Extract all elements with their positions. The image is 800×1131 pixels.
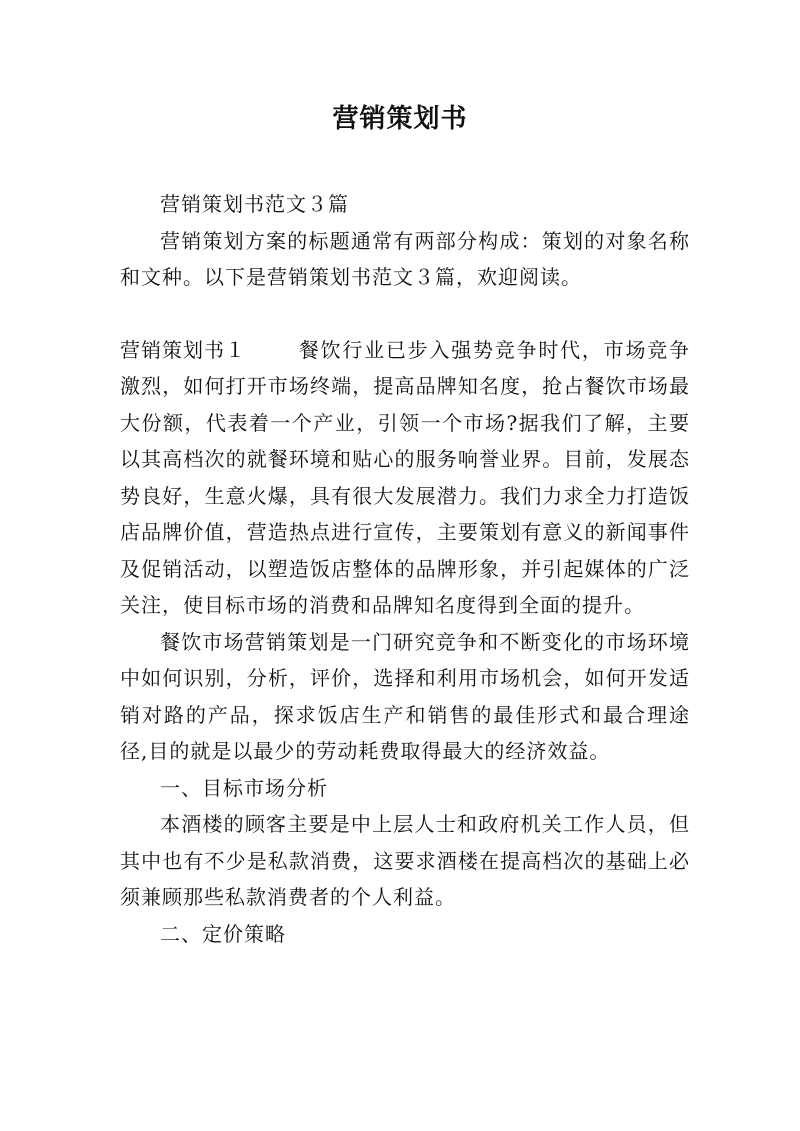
paragraph-3: 本酒楼的顾客主要是中上层人士和政府机关工作人员，但其中也有不少是私款消费，这要求酒楼在提高档次的基础上必须兼顾那些私款消费者的个人利益。 bbox=[120, 812, 690, 909]
intro-paragraph: 营销策划方案的标题通常有两部分构成：策划的对象名称和文种。以下是营销策划书范文３篇，欢迎阅读。 bbox=[120, 228, 690, 289]
section1-paragraph bbox=[120, 332, 690, 624]
section1-label: 营销策划书１ bbox=[120, 337, 246, 362]
paragraph-2: 餐饮市场营销策划是一门研究竞争和不断变化的市场环境中如何识别，分析，评价，选择和利用市场机会，如何开发适销对路的产品，探求饭店生产和销售的最佳形式和最合理途径,目的就是以最少的劳动耗费取得最大的经济效益。 bbox=[120, 629, 690, 763]
heading-target-market: 一、目标市场分析 bbox=[160, 775, 328, 800]
document-body bbox=[120, 186, 690, 952]
section1-text: 餐饮行业已步入强势竞争时代，市场竞争激烈，如何打开市场终端，提高品牌知名度，抢占餐饮市场最大份额，代表着一个产业，引领一个市场?据我们了解，主要以其高档次的就餐环境和贴心的服务响誉业界。目前，发展态势良好，生意火爆，具有很大发展潜力。我们力求全力打造饭店品牌价值，营造热点进行宣传，主要策划有意义的新闻事件及促销活动，以塑造饭店整体的品牌形象，并引起媒体的广泛关注，使目标市场的消费和品牌知名度得到全面的提升。 bbox=[120, 337, 690, 617]
document-title: 营销策划书 bbox=[332, 104, 468, 134]
heading-pricing-strategy: 二、定价策略 bbox=[160, 921, 286, 946]
paragraph-gap bbox=[120, 296, 690, 332]
subtitle-paragraph: 营销策划书范文３篇 bbox=[160, 192, 349, 216]
